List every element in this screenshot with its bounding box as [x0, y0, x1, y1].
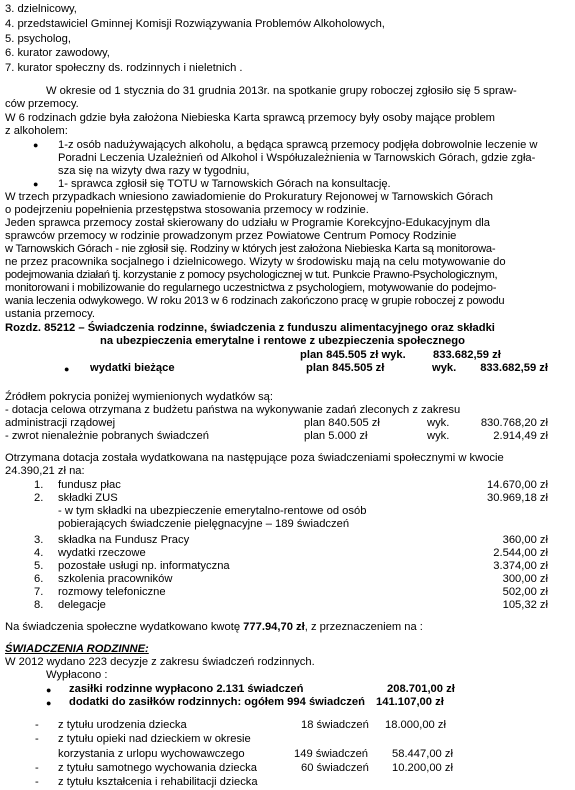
- wyk-label: wyk.: [427, 430, 450, 442]
- item-number: 8.: [34, 599, 44, 611]
- paragraph-line: Źródłem pokrycia poniżej wymienionych wydatków są:: [5, 391, 273, 403]
- source-line: - dotacja celowa otrzymana z budżetu państwa na wykonywanie zadań zleconych z zakresu: [5, 404, 461, 416]
- paid-item-label: zasiłki rodzinne wypłacono 2.131 świadczeń: [69, 683, 304, 695]
- paragraph-line: podejmowania działań tj. korzystanie z pomocy psychologicznej w tut. Punkcie Prawno-Psychologicznym,: [5, 269, 498, 281]
- dash-bullet: -: [35, 762, 39, 774]
- paid-label: Wypłacono :: [46, 669, 108, 681]
- grant-item-value: 502,00 zł: [502, 586, 548, 598]
- section-heading: Rozdz. 85212 – Świadczenia rodzinne, świadczenia z funduszu alimentacyjnego oraz składki: [5, 322, 495, 334]
- wyk-amount: 833.682,59 zł: [433, 349, 501, 361]
- paragraph-line: o podejrzeniu popełnienia przestępstwa stosowania przemocy w rodzinie.: [5, 204, 369, 216]
- dash-item-count: 18 świadczeń: [301, 719, 369, 731]
- grant-item-value: 14.670,00 zł: [487, 479, 548, 491]
- paragraph-line: 24.390,21 zł na:: [5, 465, 85, 477]
- paragraph-line: ne przez pracownika socjalnego i dzielnicowego. Wizyty w środowisku mają na celu motywowanie do: [5, 256, 506, 268]
- paragraph-line: W okresie od 1 stycznia do 31 grudnia 2013r. na spotkanie grupy roboczej zgłosiło się 5 spraw-: [46, 85, 517, 97]
- dash-item-label: z tytułu urodzenia dziecka: [58, 719, 187, 731]
- list-item: 6. kurator zawodowy,: [5, 47, 110, 59]
- dash-item-value: 10.200,00 zł: [392, 762, 453, 774]
- social-spending-line: [5, 621, 423, 634]
- bullet-icon: ●: [46, 685, 52, 695]
- section-heading: na ubezpieczenia emerytalne i rentowe z ubezpieczenia społecznego: [100, 335, 465, 347]
- dash-item-label: z tytułu opieki nad dzieckiem w okresie: [58, 733, 251, 745]
- bullet-icon: ●: [46, 698, 52, 708]
- paragraph-line: sprawców przemocy w rodzinie prowadzonym przez Powiatowe Centrum Pomocy Rodzinie: [5, 230, 457, 242]
- dash-item-label: z tytułu samotnego wychowania dziecka: [58, 762, 257, 774]
- current-expenses-label: wydatki bieżące: [90, 362, 175, 374]
- paragraph-line: W trzech przypadkach wniesiono zawiadomienie do Prokuratury Rejonowej w Tarnowskich Górach: [5, 191, 493, 203]
- bullet-icon: ●: [33, 179, 39, 189]
- grant-item-value: 2.544,00 zł: [493, 547, 548, 559]
- paragraph-line: W 6 rodzinach gdzie była założona Niebieska Karta sprawcą przemocy były osoby mające problem: [5, 112, 495, 124]
- paragraph-line: ustania przemocy.: [5, 308, 95, 320]
- grant-item-label: - w tym składki na ubezpieczenie emerytalno-rentowe od osób: [58, 505, 367, 517]
- dash-item-label: z tytułu kształcenia i rehabilitacji dziecka: [58, 776, 258, 788]
- source-line: - zwrot nienależnie pobranych świadczeń: [5, 430, 209, 442]
- grant-item-label: pozostałe usługi np. informatyczna: [58, 560, 230, 572]
- paragraph-line: Jeden sprawca przemocy został skierowany do udziału w Programie Korekcyjno-Edukacyjnym dla: [5, 217, 491, 229]
- grant-item-value: 3.374,00 zł: [493, 560, 548, 572]
- wyk-label: wyk.: [432, 362, 457, 374]
- wyk-amount: 833.682,59 zł: [480, 362, 548, 374]
- item-number: 3.: [34, 534, 44, 546]
- dash-item-value: 58.447,00 zł: [392, 748, 453, 760]
- grant-item-value: 30.969,18 zł: [487, 492, 548, 504]
- paid-item-label: dodatki do zasiłków rodzinnych: ogółem 994 świadczeń: [69, 696, 365, 708]
- grant-item-value: 105,32 zł: [502, 599, 548, 611]
- social-spending-pre: Na świadczenia społeczne wydatkowano kwotę: [5, 621, 244, 633]
- list-item: 3. dzielnicowy,: [5, 3, 77, 15]
- dash-item-label: korzystania z urlopu wychowawczego: [58, 748, 245, 760]
- social-spending-post: , z przeznaczeniem na :: [304, 621, 423, 633]
- paid-item-value: 141.107,00 zł: [376, 696, 444, 708]
- bullet-text: 1- sprawca zgłosił się TOTU w Tarnowskich Górach na konsultację.: [58, 178, 391, 190]
- grant-item-value: 300,00 zł: [502, 573, 548, 585]
- item-number: 2.: [34, 492, 44, 504]
- grant-item-label: szkolenia pracowników: [58, 573, 173, 585]
- social-spending-amount: 777.94,70 zł: [243, 621, 305, 633]
- paragraph-line: Otrzymana dotacja została wydatkowana na następujące poza świadczeniami społecznymi w kwocie: [5, 452, 504, 464]
- source-line: administracji rządowej: [5, 417, 116, 429]
- plan-amount: plan 840.505 zł: [304, 417, 380, 429]
- item-number: 1.: [34, 479, 44, 491]
- bullet-text: Poradni Leczenia Uzależnień od Alkohol i Współuzależnienia w Tarnowskich Górach, gdzie zgła-: [58, 152, 536, 164]
- dash-item-count: 60 świadczeń: [301, 762, 369, 774]
- grant-item-label: składka na Fundusz Pracy: [58, 534, 190, 546]
- item-number: 6.: [34, 573, 44, 585]
- dash-bullet: -: [35, 733, 39, 745]
- item-number: 4.: [34, 547, 44, 559]
- grant-item-value: 360,00 zł: [502, 534, 548, 546]
- item-number: 7.: [34, 586, 44, 598]
- wyk-label: wyk.: [427, 417, 450, 429]
- family-benefits-heading: ŚWIADCZENIA RODZINNE:: [5, 643, 149, 655]
- bullet-icon: ●: [33, 140, 39, 150]
- bullet-text: sza się na wizyty dwa razy w tygodniu,: [58, 165, 250, 177]
- dash-bullet: -: [35, 776, 39, 788]
- bullet-icon: ●: [64, 364, 70, 374]
- paragraph-line: w Tarnowskich Górach - nie zgłosił się. Rodziny w których jest założona Niebieska Karta są monitorowa-: [5, 243, 496, 255]
- paragraph-line: monitorowani i mobilizowanie do regularnego uczestnictwa z psychologiem, motywowanie do podejmo-: [5, 282, 497, 294]
- paragraph-line: wania leczenia odwykowego. W roku 2013 w 6 rodzinach zakończono pracę w grupie roboczej z powodu: [5, 295, 505, 307]
- paragraph-line: ców przemocy.: [5, 98, 79, 110]
- bullet-text: 1-z osób nadużywających alkoholu, a będąca sprawcą przemocy podjęła dobrowolnie leczenie w: [58, 139, 538, 151]
- paid-item-value: 208.701,00 zł: [387, 683, 455, 695]
- item-number: 5.: [34, 560, 44, 572]
- plan-amount: plan 845.505 zł wyk.: [300, 349, 406, 361]
- grant-item-label: fundusz płac: [58, 479, 121, 491]
- dash-bullet: -: [35, 719, 39, 731]
- paragraph-line: W 2012 wydano 223 decyzje z zakresu świadczeń rodzinnych.: [5, 656, 315, 668]
- list-item: 5. psycholog,: [5, 33, 71, 45]
- list-item: 7. kurator społeczny ds. rodzinnych i nieletnich .: [5, 62, 243, 74]
- dash-item-count: 149 świadczeń: [294, 748, 369, 760]
- grant-item-label: wydatki rzeczowe: [58, 547, 146, 559]
- wyk-amount: 2.914,49 zł: [493, 430, 548, 442]
- paragraph-line: z alkoholem:: [5, 125, 68, 137]
- plan-amount: plan 845.505 zł: [306, 362, 385, 374]
- grant-item-label: składki ZUS: [58, 492, 118, 504]
- grant-item-label: delegacje: [58, 599, 106, 611]
- dash-item-value: 18.000,00 zł: [385, 719, 446, 731]
- plan-amount: plan 5.000 zł: [304, 430, 368, 442]
- list-item: 4. przedstawiciel Gminnej Komisji Rozwiązywania Problemów Alkoholowych,: [5, 18, 385, 30]
- grant-item-label: pobierających świadczenie pielęgnacyjne – 189 świadczeń: [58, 518, 350, 530]
- grant-item-label: rozmowy telefoniczne: [58, 586, 166, 598]
- wyk-amount: 830.768,20 zł: [480, 417, 548, 429]
